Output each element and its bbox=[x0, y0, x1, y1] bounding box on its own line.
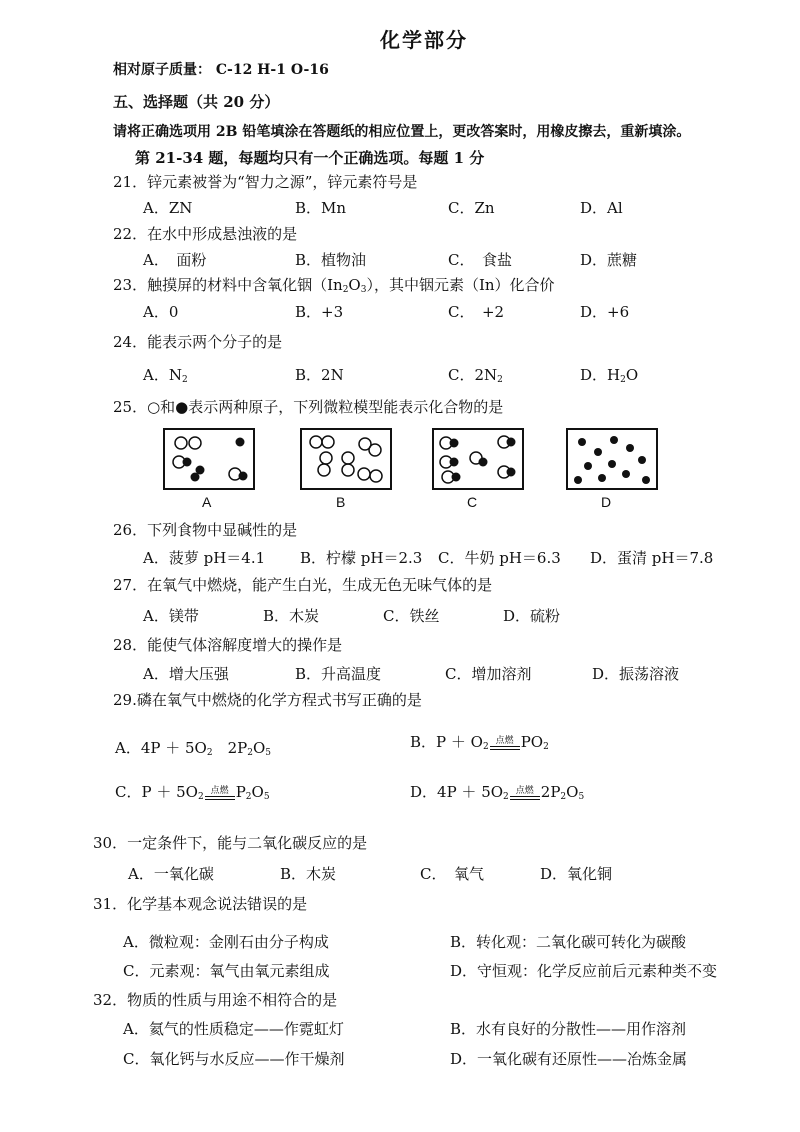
particle-model-a-diagram bbox=[165, 430, 253, 488]
option: D．蛋清 pH＝7.8 bbox=[590, 549, 714, 567]
option: D．守恒观：化学反应前后元素种类不变 bbox=[450, 962, 718, 980]
option: A．增大压强 bbox=[143, 665, 229, 683]
particle-model-d-diagram bbox=[568, 430, 656, 488]
question-stem: 24．能表示两个分子的是 bbox=[113, 333, 283, 351]
option: A．0 bbox=[143, 303, 179, 321]
equation-option-c: C．$P + 5O_2$ 点燃 $P_2O_5$ bbox=[115, 783, 270, 802]
option: D．$H_2O$ bbox=[580, 366, 639, 385]
option: B．木炭 bbox=[280, 865, 337, 883]
equation-option-d: D．$4P + 5O_2$ 点燃 $2P_2O_5$ bbox=[410, 783, 585, 802]
option: B．水有良好的分散性——用作溶剂 bbox=[450, 1020, 687, 1038]
option: B．转化观：二氧化碳可转化为碳酸 bbox=[450, 933, 687, 951]
option: C．增加溶剂 bbox=[445, 665, 532, 683]
option: D．+6 bbox=[580, 303, 630, 321]
option: C．铁丝 bbox=[383, 607, 440, 625]
question-stem: 28．能使气体溶解度增大的操作是 bbox=[113, 636, 343, 654]
option: A．一氧化碳 bbox=[128, 865, 214, 883]
option: C．氧化钙与水反应——作干燥剂 bbox=[123, 1050, 345, 1068]
option: C． 氧气 bbox=[420, 865, 484, 883]
option: C．Zn bbox=[448, 199, 495, 217]
equation-option-a: A．$4P + 5O_2$ $2P_2O_5$ bbox=[115, 739, 272, 758]
particle-model-a bbox=[163, 428, 255, 490]
section-instruction: 请将正确选项用 2B 铅笔填涂在答题纸的相应位置上，更改答案时，用橡皮擦去，重新填涂。 bbox=[113, 124, 691, 140]
option: B．木炭 bbox=[263, 607, 320, 625]
model-label-c: C bbox=[467, 494, 478, 510]
particle-model-c-diagram bbox=[434, 430, 522, 488]
option: A．菠萝 pH＝4.1 bbox=[143, 549, 266, 567]
particle-model-b-diagram bbox=[302, 430, 390, 488]
option: A．ZN bbox=[143, 199, 193, 217]
particle-model-b bbox=[300, 428, 392, 490]
question-stem: 22．在水中形成悬浊液的是 bbox=[113, 225, 298, 243]
option: D．振荡溶液 bbox=[592, 665, 680, 683]
option: C．元素观：氧气由氧元素组成 bbox=[123, 962, 330, 980]
model-label-d: D bbox=[601, 494, 612, 510]
option: B．Mn bbox=[295, 199, 347, 217]
option: A．$N_2$ bbox=[143, 366, 188, 385]
question-stem: 30．一定条件下，能与二氧化碳反应的是 bbox=[93, 834, 368, 852]
question-stem: 32．物质的性质与用途不相符合的是 bbox=[93, 991, 338, 1009]
question-stem: 21．锌元素被誉为“智力之源”，锌元素符号是 bbox=[113, 173, 418, 191]
page-title: 化学部分 bbox=[380, 28, 468, 52]
question-stem: 27．在氧气中燃烧，能产生白光，生成无色无味气体的是 bbox=[113, 576, 493, 594]
option: A．镁带 bbox=[143, 607, 199, 625]
particle-model-d bbox=[566, 428, 658, 490]
option: C． +2 bbox=[448, 303, 505, 321]
equation-option-b: B．$P + O_2$ 点燃 $PO_2$ bbox=[410, 733, 549, 752]
option: B．2N bbox=[295, 366, 344, 384]
model-label-a: A bbox=[202, 494, 212, 510]
question-stem: 29.磷在氧气中燃烧的化学方程式书写正确的是 bbox=[113, 691, 422, 709]
option: B．升高温度 bbox=[295, 665, 382, 683]
option: D．蔗糖 bbox=[580, 251, 638, 269]
option: D．氧化铜 bbox=[540, 865, 613, 883]
section-heading: 五、选择题（共 20 分） bbox=[113, 93, 280, 111]
option: B．植物油 bbox=[295, 251, 367, 269]
option: D．硫粉 bbox=[503, 607, 561, 625]
option: B．+3 bbox=[295, 303, 344, 321]
question-stem: 23．触摸屏的材料中含氧化铟$(In_2O_3)$，其中铟元素（In）化合价 bbox=[113, 276, 555, 295]
option: C． 食盐 bbox=[448, 251, 512, 269]
option: A．氦气的性质稳定——作霓虹灯 bbox=[123, 1020, 344, 1038]
option: A． 面粉 bbox=[143, 251, 207, 269]
question-stem: 25．○和●表示两种原子，下列微粒模型能表示化合物的是 bbox=[113, 398, 504, 416]
option: A．微粒观：金刚石由分子构成 bbox=[123, 933, 329, 951]
question-stem: 31．化学基本观念说法错误的是 bbox=[93, 895, 308, 913]
atomic-mass-line: 相对原子质量： C-12 H-1 O-16 bbox=[113, 62, 329, 78]
option: B．柠檬 pH＝2.3 bbox=[300, 549, 423, 567]
model-label-b: B bbox=[336, 494, 346, 510]
particle-model-c bbox=[432, 428, 524, 490]
option: D．一氧化碳有还原性——冶炼金属 bbox=[450, 1050, 688, 1068]
question-stem: 26．下列食物中显碱性的是 bbox=[113, 521, 298, 539]
section-subheading: 第 21-34 题，每题均只有一个正确选项。每题 1 分 bbox=[135, 149, 485, 167]
option: C．$2N_2$ bbox=[448, 366, 503, 385]
option: C．牛奶 pH＝6.3 bbox=[438, 549, 561, 567]
option: D．Al bbox=[580, 199, 623, 217]
